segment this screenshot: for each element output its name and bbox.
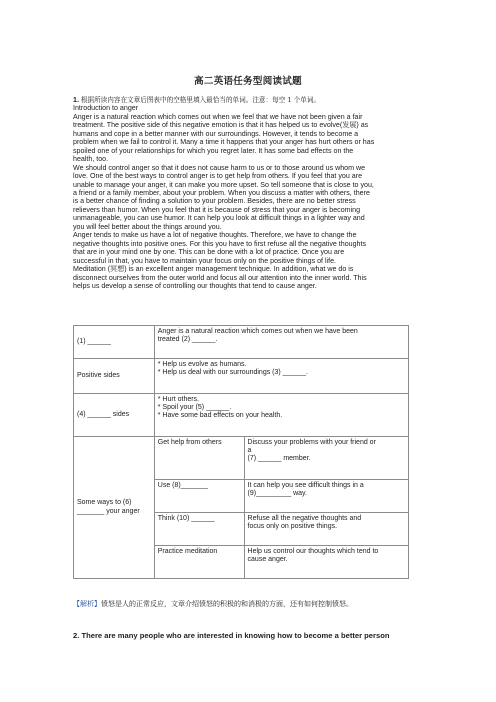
desc-line: cause anger. <box>247 556 288 564</box>
row-label <box>74 437 155 579</box>
passage-line: We should control anger so that it does not cause harm to us or to those around us whom we <box>73 163 366 172</box>
passage-line: you will feel better about the things around you. <box>73 222 222 231</box>
passage-line: treatment. The positive side of this negative emotion is that it has helped us to evolve(发展) as <box>73 121 369 130</box>
table-row <box>74 326 409 359</box>
bullet-item: * Have some bad effects on your health. <box>157 412 283 420</box>
passage-line: health, too. <box>73 155 109 164</box>
passage-line: that are in your mind one by one. This can be done with a lot of practice. Once you are <box>73 248 345 257</box>
label-line: _______ your anger <box>77 507 140 515</box>
passage-line: spoiled one of your relationships for which you regret later. It has some bad effects on the <box>73 146 354 155</box>
bullet-item: * Spoil your (5) ______. <box>157 404 232 412</box>
way-cell: Get help from others <box>154 437 244 480</box>
task-table <box>73 325 409 579</box>
passage-line: Anger is a natural reaction which comes out when we feel that we have not been given a fair <box>73 112 363 121</box>
passage-line: successful in that, you have to maintain your focus only on the positive things of life. <box>73 256 337 265</box>
content-line: Anger is a natural reaction which comes out when we have been <box>157 328 358 335</box>
instruction-text: 根据所读内容在文章后图表中的空格里填入最恰当的单词。注意：每空 1 个单词。 <box>80 96 321 104</box>
question-1 <box>73 96 429 290</box>
passage-line: problem when we fail to control it. Many a time it happens that your anger has hurt others or has <box>73 138 375 147</box>
passage-line: love. One of the best ways to control anger is to get help from others. If you feel that you are <box>73 172 363 181</box>
question-number: 1. <box>73 96 79 104</box>
passage-line: helps us develop a sense of controlling our thoughts that tend to cause anger. <box>73 281 317 290</box>
way-cell: Think (10) ______ <box>154 513 244 546</box>
way-description <box>244 546 408 579</box>
desc-line: a <box>247 447 252 455</box>
way-description <box>244 437 408 480</box>
passage-line: a friend or a family member, about your problem. When you discuss a matter with others, there <box>73 188 370 197</box>
desc-line: It can help you see difficult things in a <box>247 482 364 489</box>
way-description <box>244 513 408 546</box>
table-row <box>74 359 409 394</box>
row-content <box>154 326 408 359</box>
row-content <box>154 359 408 394</box>
passage-line: negative thoughts into positive ones. For this you have to first refuse all the negative thoughts <box>73 239 366 248</box>
bullet-item: * Help us evolve as humans. <box>157 361 247 368</box>
passage-line: humans and cope in a better manner with our surroundings. However, it tends to become a <box>73 129 359 138</box>
passage-line: relievers than humor. When you feel that it is because of stress that your anger is becoming <box>73 205 361 214</box>
row-label: Positive sides <box>74 359 155 394</box>
question-1-instruction <box>73 96 429 104</box>
passage-line: unmanageable, you can use humor. It can help you look at difficult things in a lighter way and <box>73 214 365 223</box>
question-2-heading: 2. There are many people who are interested in knowing how to become a better person <box>73 631 390 640</box>
row-content <box>154 394 408 437</box>
answer-analysis <box>73 600 433 608</box>
analysis-text: 愤怒是人的正常反应，文章介绍愤怒的积极的和消极的方面，还有如何控制愤怒。 <box>101 600 353 608</box>
desc-line: Discuss your problems with your friend or <box>247 439 376 446</box>
passage-line: Meditation (冥想) is an excellent anger management technique. In addition, what we do is <box>73 265 354 274</box>
row-label: (4) ______ sides <box>74 394 155 437</box>
desc-line: focus only on positive things. <box>247 523 338 531</box>
desc-line: (9)_________ way. <box>247 490 307 498</box>
label-line: Some ways to (6) <box>77 499 132 507</box>
passage-line: disconnect ourselves from the outer world and focus all our attention into the inner world. This <box>73 273 367 282</box>
bullet-item: * Hurt others. <box>157 396 200 403</box>
document-title: 高二英语任务型阅读试题 <box>194 76 302 87</box>
passage-line: Anger tends to make us have a lot of negative thoughts. Therefore, we have to change the <box>73 231 357 240</box>
way-cell: Use (8)_______ <box>154 480 244 513</box>
passage-line: unable to manage your anger, it can make you more upset. So tell someone that is close to you, <box>73 180 374 189</box>
desc-line: Refuse all the negative thoughts and <box>247 515 362 522</box>
way-cell: Practice meditation <box>154 546 244 579</box>
passage-line: Introduction to anger <box>73 104 139 113</box>
bullet-item: * Help us deal with our surroundings (3) ______. <box>157 369 308 377</box>
passage-line: is a better chance of finding a solution to your problem. Besides, there are no better stress <box>73 197 356 206</box>
table-row <box>74 437 409 480</box>
desc-line: (7) ______ member. <box>247 455 311 463</box>
analysis-tag: 【解析】 <box>73 600 101 608</box>
row-label: (1) ______ <box>74 326 155 359</box>
desc-line: Help us control our thoughts which tend to <box>247 548 379 555</box>
table-row <box>74 394 409 437</box>
content-line: treated (2) ______. <box>157 336 218 344</box>
way-description <box>244 480 408 513</box>
